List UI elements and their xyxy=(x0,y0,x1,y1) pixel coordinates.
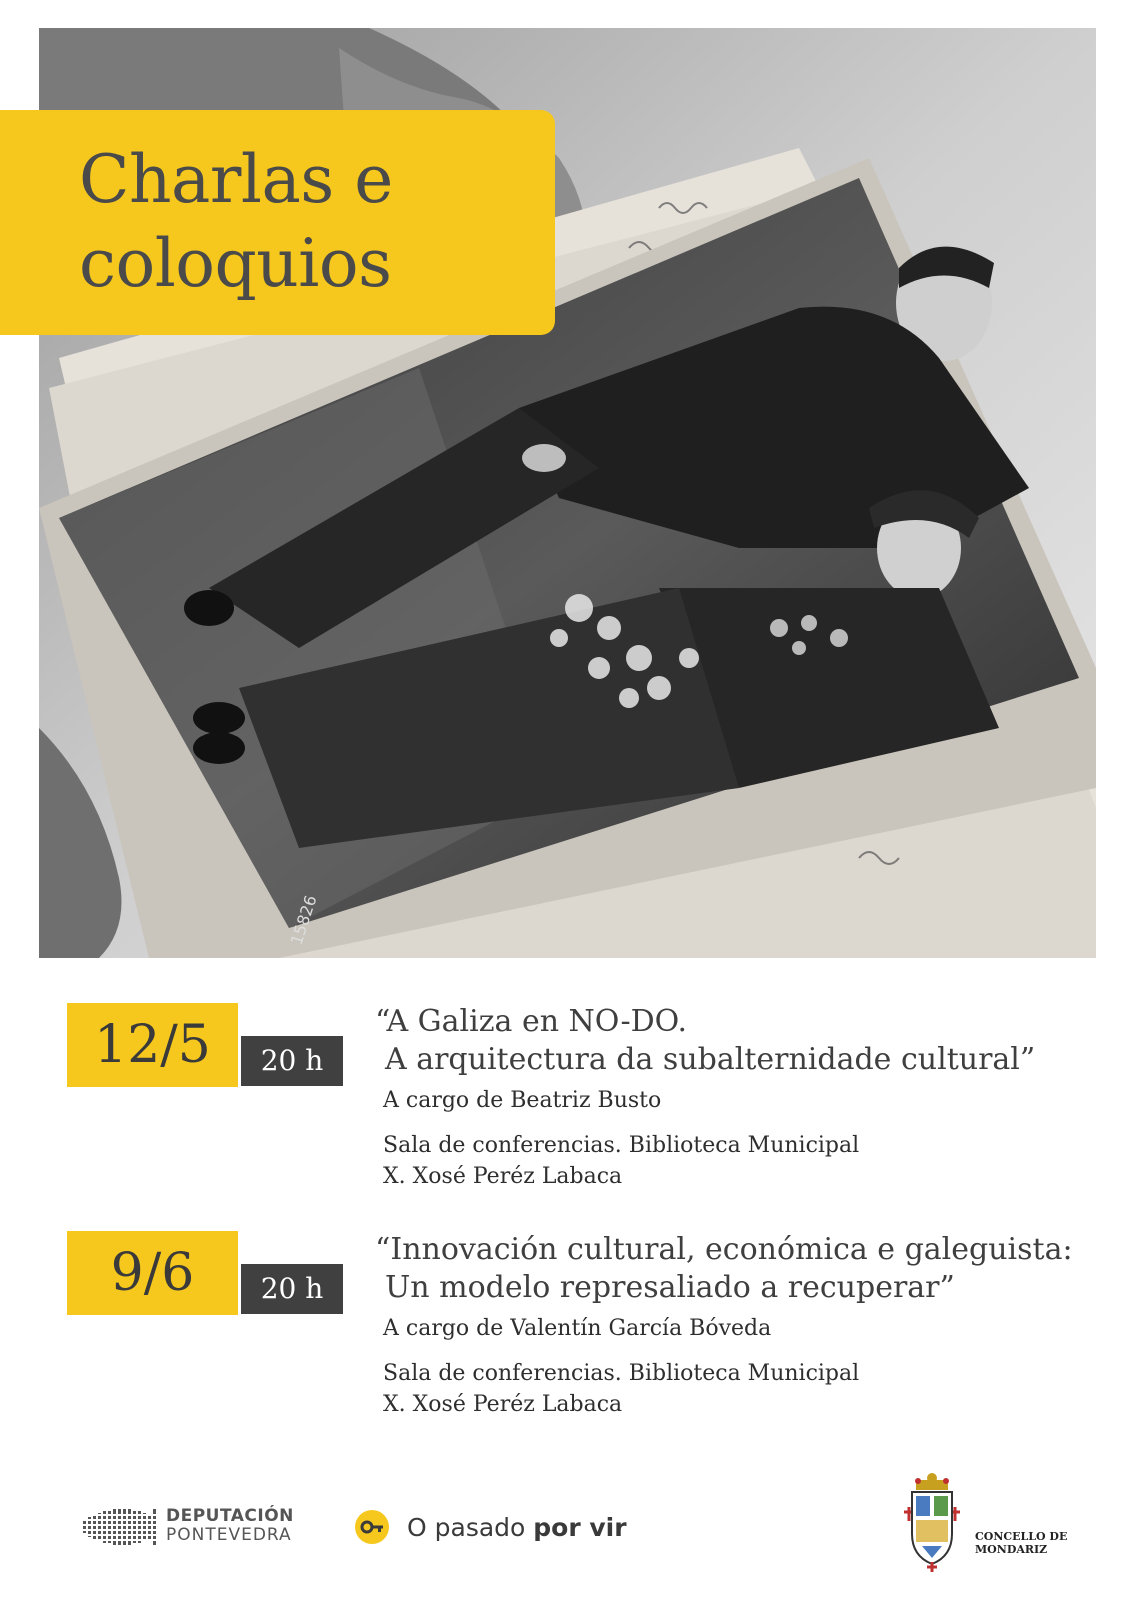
event-2-time: 20 h xyxy=(260,1272,324,1305)
page-title xyxy=(79,138,393,306)
event-1-title-line-1: “A Galiza en NO-DO. xyxy=(375,1004,688,1039)
title-line-1: Charlas e xyxy=(79,141,393,218)
event-2-speaker: A cargo de Valentín García Bóveda xyxy=(383,1316,772,1341)
pasado-bold: por vir xyxy=(533,1513,627,1542)
event-2-time-box xyxy=(241,1264,343,1314)
event-1-time: 20 h xyxy=(260,1044,324,1077)
event-1-venue xyxy=(383,1130,859,1192)
coat-of-arms-icon xyxy=(902,1472,962,1572)
concello-line-1: CONCELLO DE xyxy=(975,1530,1068,1543)
event-2-venue-line-1: Sala de conferencias. Biblioteca Municipal xyxy=(383,1361,860,1386)
pasado-regular: O pasado xyxy=(407,1513,526,1542)
event-1-venue-line-1: Sala de conferencias. Biblioteca Municipal xyxy=(383,1133,860,1158)
deputacion-name: DEPUTACIÓN xyxy=(166,1506,294,1526)
event-1-date: 12/5 xyxy=(94,1015,211,1075)
event-2-title-line-1: “Innovación cultural, económica e galeguista: xyxy=(375,1232,1073,1267)
concello-line-2: MONDARIZ xyxy=(975,1543,1048,1556)
title-box xyxy=(0,110,555,335)
deputacion-place: PONTEVEDRA xyxy=(166,1525,292,1545)
event-1-date-box xyxy=(67,1003,238,1087)
key-icon xyxy=(355,1510,389,1544)
concello-text xyxy=(975,1530,1067,1556)
deputacion-dots-logo-icon xyxy=(83,1509,159,1545)
event-2-title-line-2: Un modelo represaliado a recuperar” xyxy=(385,1270,955,1305)
deputacion-logo xyxy=(83,1507,303,1547)
event-1-title xyxy=(375,1003,1035,1079)
event-1-title-line-2: A arquitectura da subalternidade cultural” xyxy=(385,1042,1036,1077)
event-1-speaker: A cargo de Beatriz Busto xyxy=(383,1088,662,1113)
event-2-date-box xyxy=(67,1231,238,1315)
event-2-title xyxy=(375,1231,1073,1307)
pasado-por-vir-logo xyxy=(355,1509,627,1547)
title-line-2: coloquios xyxy=(79,225,392,302)
photo-number: 15826 xyxy=(286,892,321,948)
event-2-venue xyxy=(383,1358,859,1420)
event-1-venue-line-2: X. Xosé Peréz Labaca xyxy=(383,1164,623,1189)
event-1-time-box xyxy=(241,1036,343,1086)
deputacion-text xyxy=(166,1507,294,1545)
pasado-por-vir-text xyxy=(407,1509,627,1547)
event-2-date: 9/6 xyxy=(110,1243,195,1303)
event-2-venue-line-2: X. Xosé Peréz Labaca xyxy=(383,1392,623,1417)
